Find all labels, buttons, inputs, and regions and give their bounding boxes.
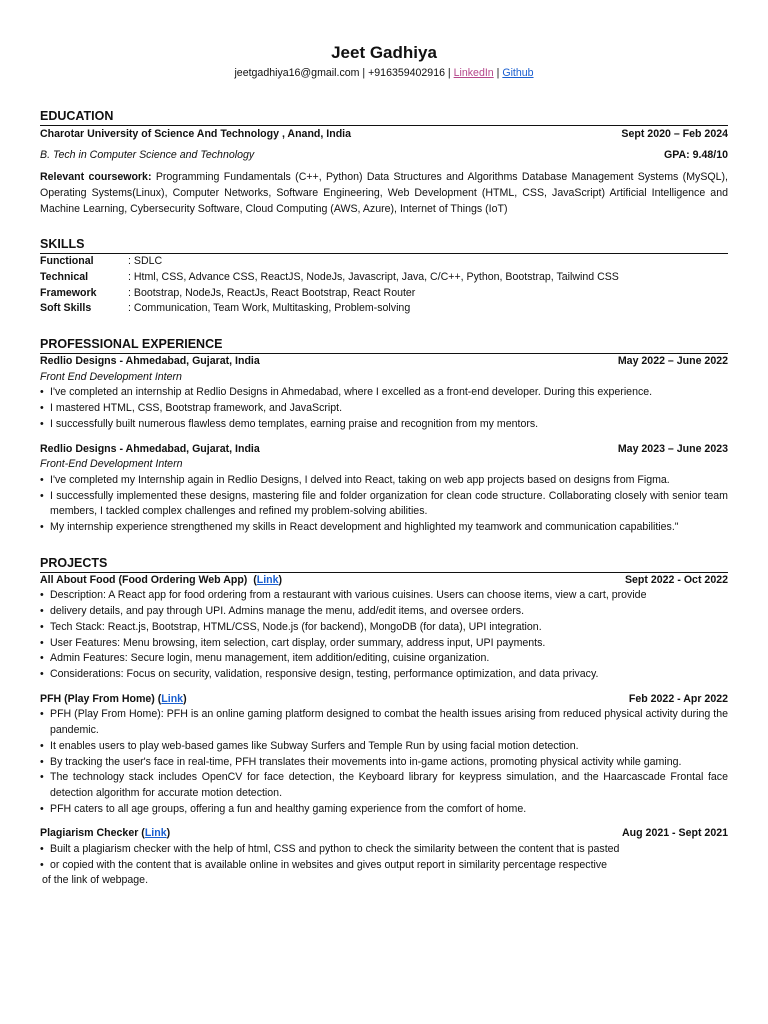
project-entry	[40, 692, 728, 818]
project-title	[40, 826, 170, 842]
bullet-icon: •	[40, 843, 44, 856]
coursework-paragraph	[40, 170, 728, 217]
bullet-icon: •	[40, 652, 44, 665]
project-bullet	[40, 604, 728, 620]
bullet-icon: •	[40, 417, 44, 430]
degree-name: B. Tech in Computer Science and Technology	[40, 149, 255, 162]
skill-row	[40, 286, 728, 302]
project-bullet	[40, 636, 728, 652]
project-title	[40, 692, 187, 708]
job-bullet	[40, 401, 728, 417]
bullet-text: By tracking the user's face in real-time, PFH translates their movements into in-game actions, promoting physical activity while gaming.	[50, 755, 682, 768]
project-dates: Sept 2022 - Oct 2022	[624, 573, 728, 586]
project-bullet	[40, 651, 728, 667]
project-bullet	[40, 802, 728, 818]
job-bullet	[40, 473, 728, 489]
bullet-text: delivery details, and pay through UPI. Admins manage the menu, add/edit items, and oversee orders.	[50, 605, 525, 618]
bullet-icon: •	[40, 802, 44, 815]
job-bullet	[40, 385, 728, 401]
bullet-text: Tech Stack: React.js, Bootstrap, HTML/CSS, Node.js (for backend), MongoDB (for data), UPI integration.	[50, 620, 542, 633]
section-title: SKILLS	[40, 236, 728, 254]
project-dates: Aug 2021 - Sept 2021	[622, 827, 728, 840]
project-header-row	[40, 692, 728, 708]
bullet-icon: •	[40, 636, 44, 649]
job-role: Front End Development Intern	[40, 370, 182, 383]
job-entry	[40, 354, 728, 433]
project-entry	[40, 573, 728, 683]
candidate-name: Jeet Gadhiya	[331, 43, 437, 62]
bullet-text: or copied with the content that is available online in websites and gives output report in similarity percentage respective	[50, 858, 608, 871]
project-title	[40, 573, 282, 589]
skill-row	[40, 301, 728, 317]
skill-value: : Html, CSS, Advance CSS, ReactJS, NodeJs, Javascript, Java, C/C++, Python, Bootstrap, Tailwind CSS	[128, 270, 619, 283]
skill-value: : Communication, Team Work, Multitasking, Problem-solving	[128, 302, 411, 315]
job-role: Front-End Development Intern	[40, 458, 183, 471]
bullet-text: I've completed my Internship again in Redlio Designs, I delved into React, taking on web app projects based on designs from Figma.	[50, 473, 670, 486]
resume-page	[40, 0, 728, 889]
github-link[interactable]: Github	[502, 67, 534, 79]
project-bullet	[40, 739, 728, 755]
project-link[interactable]: Link	[256, 573, 279, 586]
bullet-text: Considerations: Focus on security, validation, responsive design, testing, performance optimization, and data privacy.	[50, 667, 599, 680]
projects-section	[40, 555, 728, 889]
job-bullet	[40, 520, 728, 536]
separator: |	[444, 67, 454, 79]
job-bullet	[40, 417, 728, 433]
paren: )	[166, 827, 171, 840]
project-dates: Feb 2022 - Apr 2022	[628, 692, 728, 705]
bullet-text: PFH caters to all age groups, offering a fun and healthy gaming experience from the comfort of home.	[50, 802, 527, 815]
job-header-row	[40, 354, 728, 370]
education-dates: Sept 2020 – Feb 2024	[621, 127, 728, 140]
bullet-icon: •	[40, 620, 44, 633]
job-dates: May 2023 – June 2023	[617, 442, 728, 455]
job-header-row	[40, 442, 728, 458]
separator: |	[359, 67, 369, 79]
bullet-icon: •	[40, 489, 44, 502]
bullet-text: Admin Features: Secure login, menu management, item addition/editing, cuisine organization.	[50, 652, 490, 665]
project-bullet	[40, 588, 728, 604]
bullet-text: I successfully built numerous flawless demo templates, earning praise and recognition from my mentors.	[50, 417, 539, 430]
linkedin-link[interactable]: LinkedIn	[453, 67, 494, 79]
paren: (	[138, 827, 145, 840]
bullet-icon: •	[40, 755, 44, 768]
project-bullet	[40, 770, 728, 801]
bullet-continuation: of the link of webpage.	[42, 874, 149, 887]
education-section	[40, 108, 728, 218]
coursework-text: Programming Fundamentals (C++, Python) Data Structures and Algorithms Database Management Systems (MySQL), Operating Systems(Linux), Computer Networks, Software Engineering, Web Development (HTML, CSS, JavaScript) Artificial Intelligence and Machine Learning, Cybersecurity Software, Cloud Computing (AWS, Azure), Internet of Things (IoT)	[40, 171, 728, 215]
bullet-text: I've completed an internship at Redlio Designs in Ahmedabad, where I excelled as a front-end developer. During this experience.	[50, 386, 653, 399]
bullet-icon: •	[40, 667, 44, 680]
bullet-text: I mastered HTML, CSS, Bootstrap framework, and JavaScript.	[50, 402, 343, 415]
bullet-icon: •	[40, 858, 44, 871]
skill-row	[40, 270, 728, 286]
section-title: EDUCATION	[40, 108, 728, 126]
bullet-text: Description: A React app for food ordering from a restaurant with various cuisines. Users can choose items, view a cart, provide	[50, 589, 647, 602]
project-header-row	[40, 826, 728, 842]
paren: )	[278, 573, 283, 586]
project-bullet	[40, 620, 728, 636]
paren: )	[183, 692, 187, 705]
education-degree-row	[40, 148, 728, 164]
gpa-text: GPA: 9.48/10	[664, 149, 728, 162]
skill-label: Framework	[40, 286, 97, 299]
phone-text: +916359402916	[368, 67, 445, 79]
bullet-icon: •	[40, 605, 44, 618]
education-school-row	[40, 127, 728, 143]
contact-line	[40, 66, 728, 82]
bullet-text: It enables users to play web-based games like Subway Surfers and Temple Run by using facial motion detection.	[50, 739, 579, 752]
project-bullet	[40, 842, 728, 858]
bullet-text: PFH (Play From Home): PFH is an online gaming platform designed to combat the health issues arising from reduced physical activity during the pandemic.	[50, 708, 728, 737]
skill-label: Soft Skills	[40, 302, 92, 315]
bullet-text: User Features: Menu browsing, item selection, cart display, order summary, address input, UPI payments.	[50, 636, 546, 649]
skill-label: Functional	[40, 255, 94, 268]
bullet-text: The technology stack includes OpenCV for face detection, the Keyboard library for keypress simulation, and the Haarcascade Frontal face detection algorithm for accurate motion detection.	[50, 771, 728, 799]
bullet-icon: •	[40, 589, 44, 602]
paren: (	[154, 692, 162, 705]
paren: (	[247, 573, 257, 586]
company-name: Redlio Designs - Ahmedabad, Gujarat, India	[40, 442, 260, 455]
project-bullet	[40, 707, 728, 738]
job-dates: May 2022 – June 2022	[617, 355, 728, 368]
bullet-icon: •	[40, 402, 44, 415]
bullet-icon: •	[40, 521, 44, 534]
section-title: PROJECTS	[40, 555, 728, 573]
project-link[interactable]: Link	[144, 827, 167, 840]
job-entry	[40, 442, 728, 536]
project-bullet	[40, 858, 728, 874]
project-name: All About Food (Food Ordering Web App)	[40, 573, 248, 586]
company-name: Redlio Designs - Ahmedabad, Gujarat, India	[40, 355, 260, 368]
coursework-label: Relevant coursework:	[40, 171, 152, 184]
bullet-icon: •	[40, 739, 44, 752]
project-name: Plagiarism Checker	[40, 827, 139, 840]
bullet-icon: •	[40, 386, 44, 399]
skill-value: : SDLC	[128, 255, 163, 268]
project-link[interactable]: Link	[161, 692, 184, 705]
skills-section	[40, 236, 728, 317]
skill-value: : Bootstrap, NodeJs, ReactJs, React Bootstrap, React Router	[128, 286, 416, 299]
project-header-row	[40, 573, 728, 589]
job-bullet	[40, 489, 728, 520]
skill-label: Technical	[40, 270, 89, 283]
email-text: jeetgadhiya16@gmail.com	[234, 67, 360, 79]
bullet-text: I successfully implemented these designs, mastering file and folder organization for clean code structure. Collaborating closely with senior team members, I tackled complex challenges and refined my problem-solving abilities.	[50, 489, 728, 518]
project-bullet	[40, 667, 728, 683]
bullet-icon: •	[40, 771, 44, 784]
project-bullet	[40, 755, 728, 771]
separator: |	[493, 67, 503, 79]
section-title: PROFESSIONAL EXPERIENCE	[40, 336, 728, 354]
bullet-icon: •	[40, 473, 44, 486]
skill-row	[40, 254, 728, 270]
project-entry	[40, 826, 728, 889]
bullet-text: My internship experience strengthened my skills in React development and highlighted my teamwork and communication capabilities."	[50, 521, 679, 534]
bullet-text: Built a plagiarism checker with the help of html, CSS and python to check the similarity between the content that is pasted	[50, 843, 620, 856]
bullet-icon: •	[40, 708, 44, 721]
experience-section	[40, 336, 728, 536]
school-name: Charotar University of Science And Technology , Anand, India	[40, 127, 351, 140]
project-name: PFH (Play From Home)	[40, 692, 155, 705]
